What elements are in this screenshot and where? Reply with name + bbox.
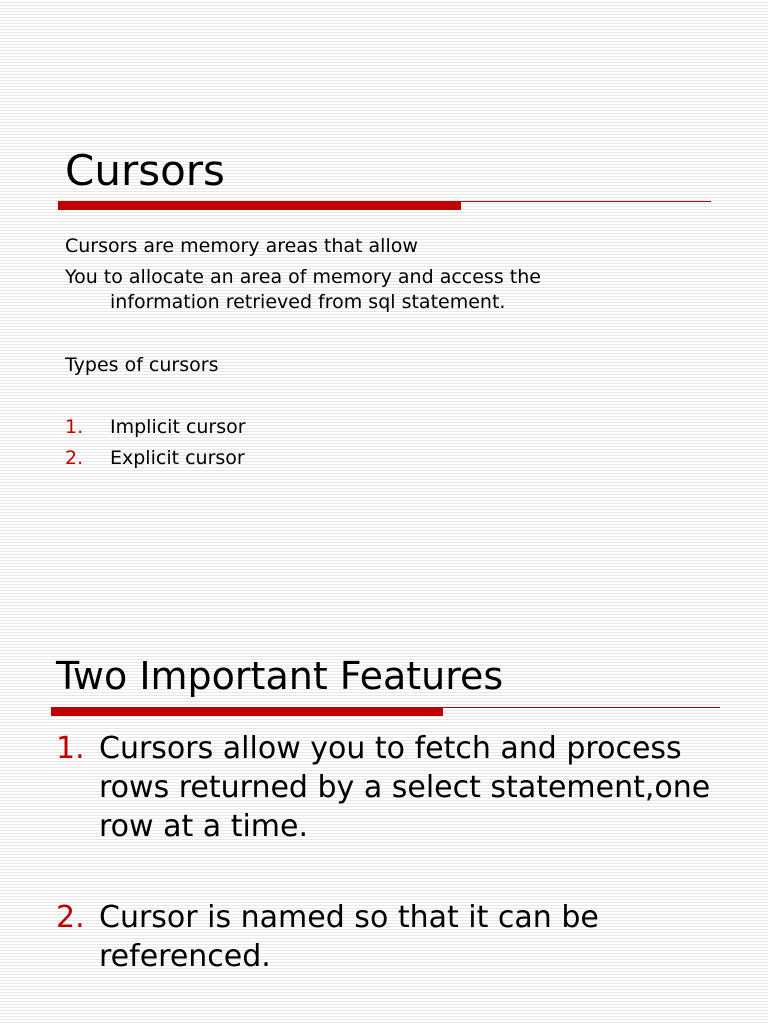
definition-line-2: You to allocate an area of memory and access the xyxy=(65,266,541,288)
list-number: 2. xyxy=(65,447,84,469)
slide-title: Two Important Features xyxy=(56,654,504,698)
list-number: 1. xyxy=(56,731,85,766)
list-item-implicit: Implicit cursor xyxy=(110,416,246,438)
title-underline-thin xyxy=(443,707,720,708)
title-underline-thin xyxy=(461,201,711,202)
definition-line-1: Cursors are memory areas that allow xyxy=(65,235,418,257)
feature-named-cursor: Cursor is named so that it can be referenced. xyxy=(99,900,599,974)
feature-fetch-rows: Cursors allow you to fetch and process rows returned by a select statement,one row at a time. xyxy=(99,731,711,844)
slide-two-important-features xyxy=(0,512,768,1024)
title-underline-thick xyxy=(51,707,443,716)
types-heading: Types of cursors xyxy=(65,354,219,376)
list-number: 1. xyxy=(65,416,84,438)
list-number: 2. xyxy=(56,900,85,935)
definition-line-3: information retrieved from sql statement. xyxy=(110,291,506,313)
title-underline-thick xyxy=(58,201,461,210)
list-item-explicit: Explicit cursor xyxy=(110,447,245,469)
slide-title: Cursors xyxy=(65,146,225,195)
